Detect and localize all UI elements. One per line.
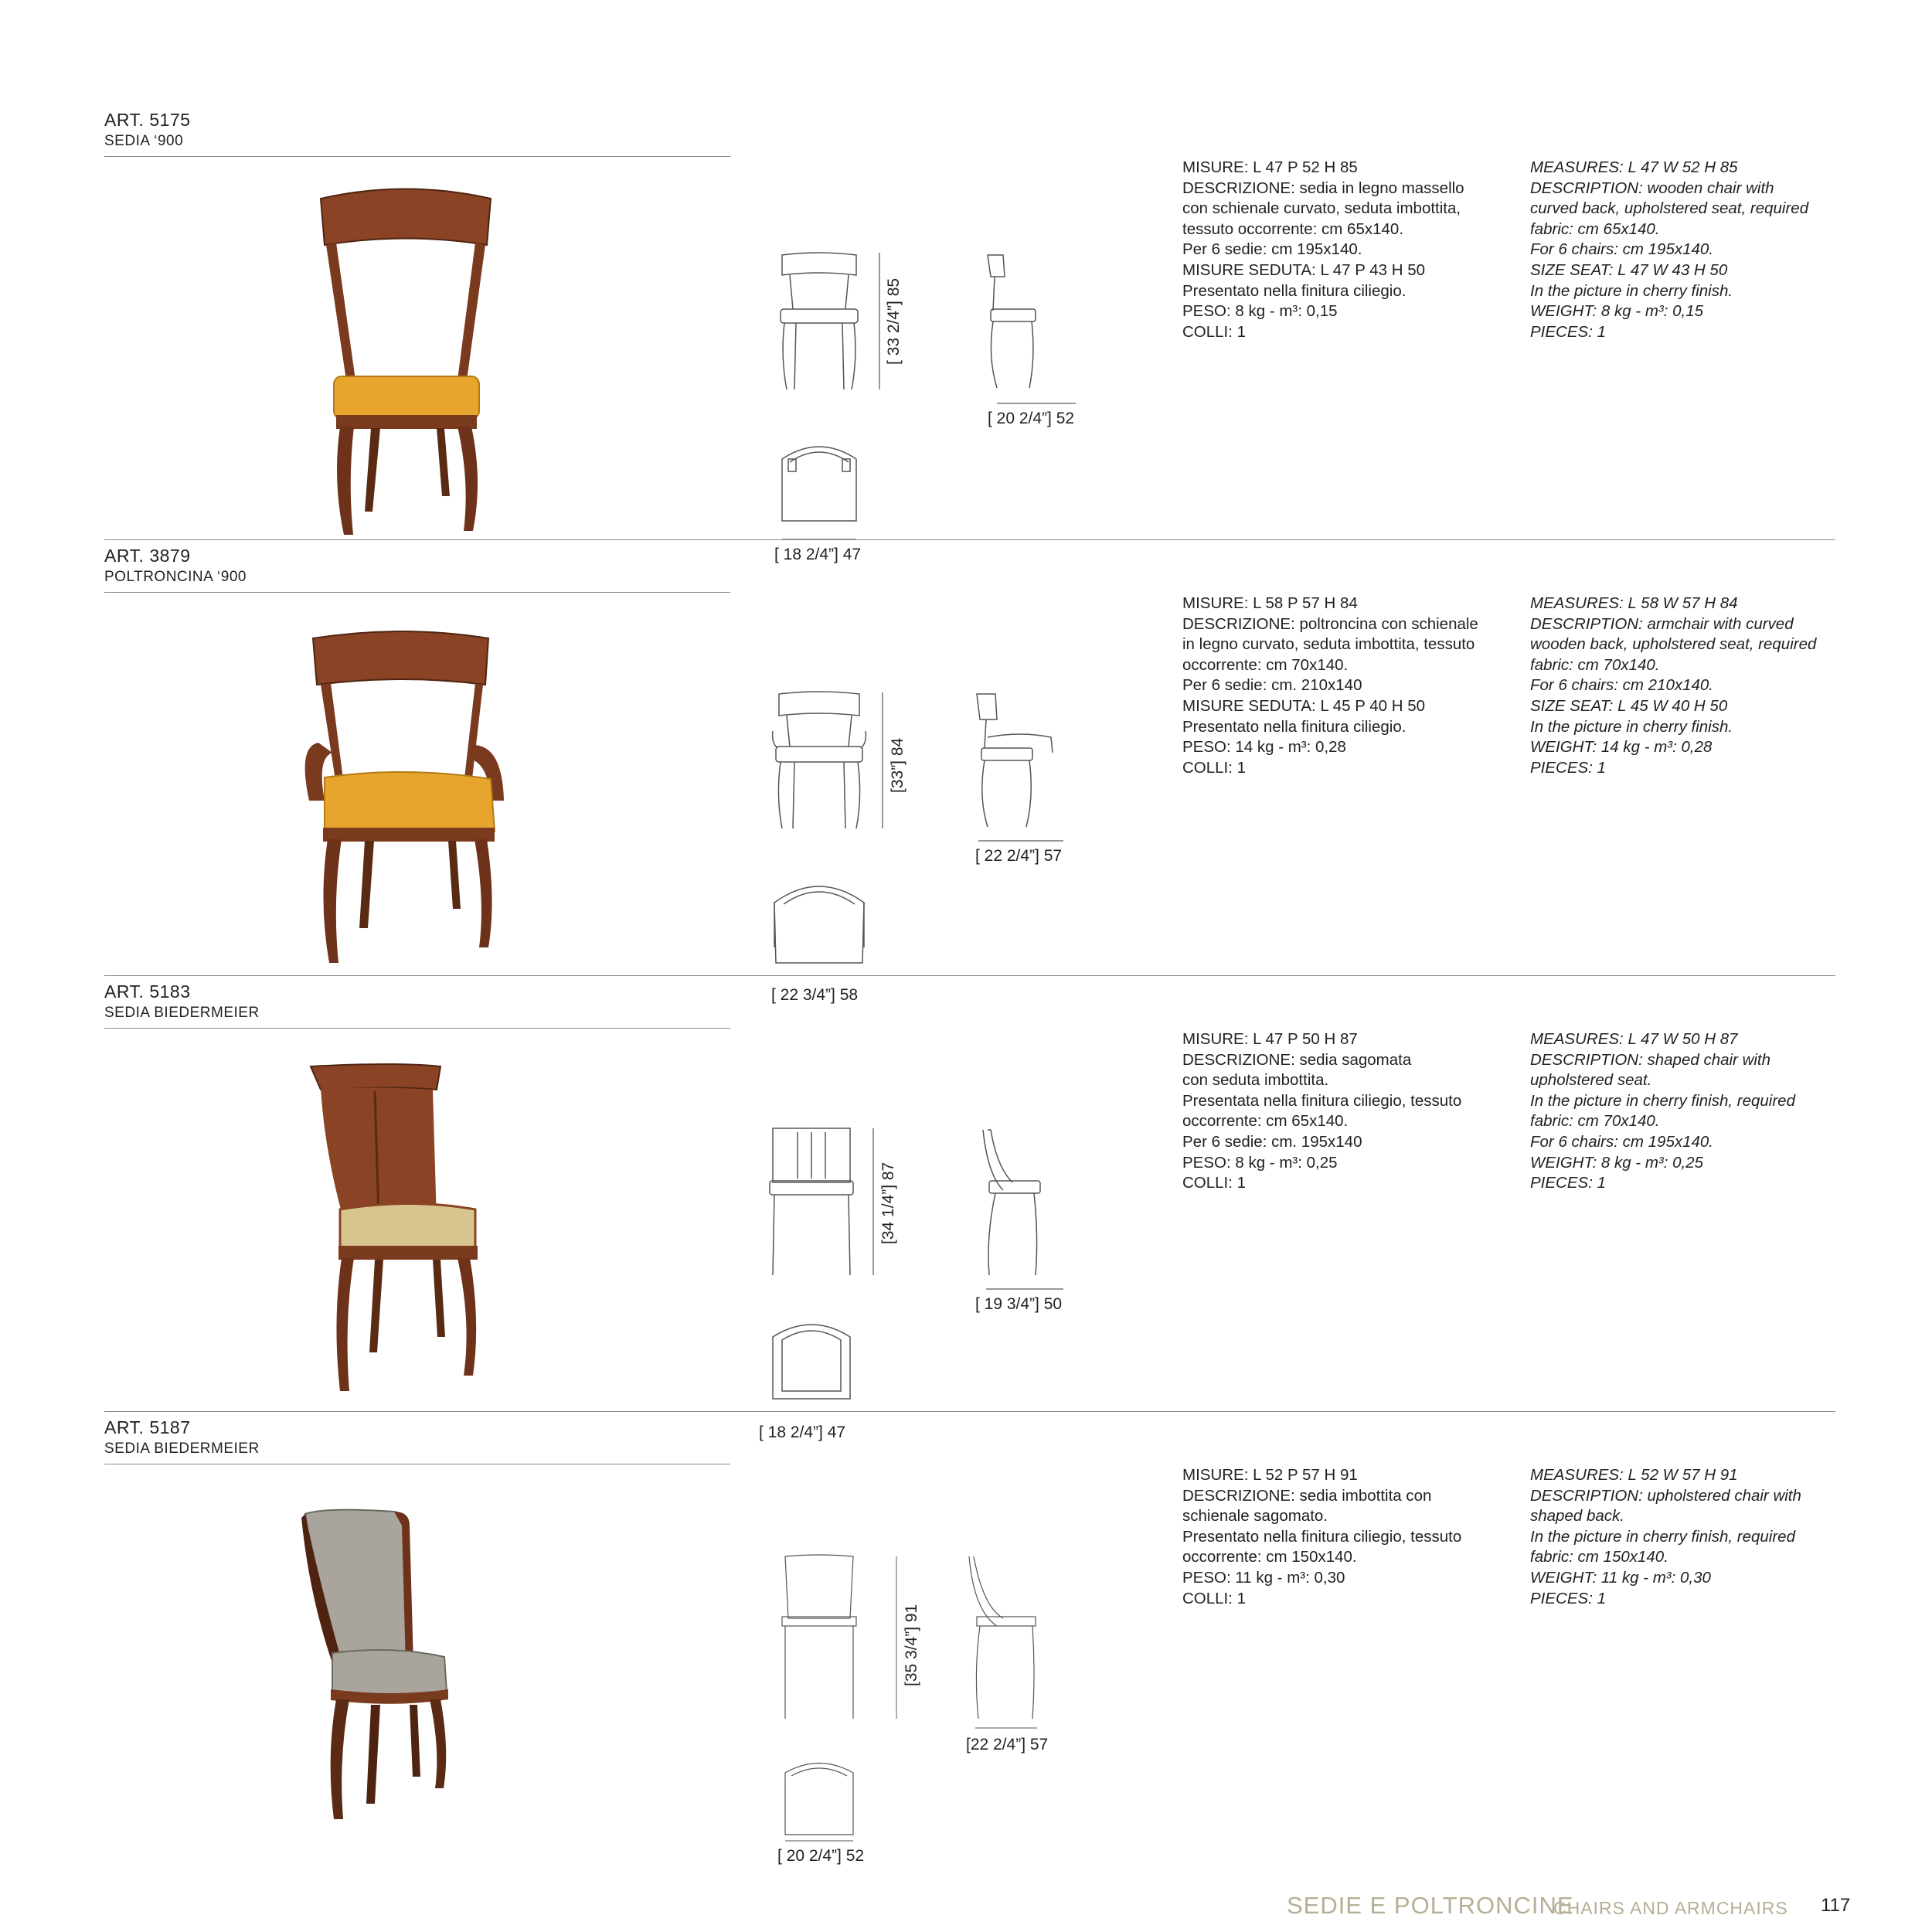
spec-line: DESCRIPTION: shaped chair with <box>1530 1050 1771 1069</box>
spec-line: DESCRIPTION: wooden chair with <box>1530 179 1774 197</box>
spec-line: For 6 chairs: cm 195x140. <box>1530 240 1713 259</box>
product-name: POLTRONCINA ‘900 <box>104 569 247 585</box>
technical-drawings <box>742 172 1128 563</box>
spec-line: SIZE SEAT: L 45 W 40 H 50 <box>1530 696 1728 715</box>
spec-line: con seduta imbottita. <box>1182 1071 1329 1090</box>
spec-line: fabric: cm 65x140. <box>1530 219 1660 238</box>
section-divider <box>104 539 1835 540</box>
spec-line: PIECES: 1 <box>1530 322 1606 341</box>
depth-dimension: [22 2/4”] 57 <box>966 1736 1049 1753</box>
height-dimension: [34 1/4”] 87 <box>879 1162 897 1244</box>
spec-line: PESO: 8 kg - m³: 0,15 <box>1182 302 1338 321</box>
spec-line: Per 6 sedie: cm. 195x140 <box>1182 1132 1362 1151</box>
header-rule <box>104 592 730 593</box>
spec-italian <box>1182 594 1507 778</box>
spec-italian <box>1182 158 1507 342</box>
chair-photo <box>278 172 533 543</box>
article-number: ART. 5175 <box>104 110 191 130</box>
spec-line: Per 6 sedie: cm 195x140. <box>1182 240 1362 259</box>
spec-line: tessuto occorrente: cm 65x140. <box>1182 219 1404 238</box>
chair-photo <box>278 1479 533 1850</box>
depth-dimension: [ 19 3/4”] 50 <box>975 1295 1063 1313</box>
depth-dimension: [ 20 2/4”] 52 <box>988 410 1075 427</box>
spec-english <box>1530 594 1862 778</box>
section-divider <box>104 975 1835 976</box>
spec-line: WEIGHT: 14 kg - m³: 0,28 <box>1530 738 1713 757</box>
spec-line: upholstered seat. <box>1530 1071 1652 1090</box>
spec-line: In the picture in cherry finish, required <box>1530 1091 1795 1110</box>
article-number: ART. 5183 <box>104 981 191 1002</box>
footer-title-english: CHAIRS AND ARMCHAIRS <box>1553 1898 1788 1918</box>
spec-line: MEASURES: L 47 W 52 H 85 <box>1530 158 1738 176</box>
chair-line-drawings <box>742 172 1128 543</box>
chair-photo <box>278 1043 533 1414</box>
spec-line: con schienale curvato, seduta imbottita, <box>1182 199 1461 218</box>
article-number: ART. 3879 <box>104 546 191 566</box>
width-dimension: [ 22 3/4”] 58 <box>771 986 859 1004</box>
spec-line: COLLI: 1 <box>1182 758 1247 777</box>
chair-line-drawings <box>742 1043 1128 1414</box>
spec-line: DESCRIZIONE: sedia in legno massello <box>1182 179 1464 197</box>
spec-line: DESCRIPTION: armchair with curved <box>1530 614 1794 633</box>
spec-line: Presentato nella finitura ciliegio. <box>1182 717 1406 736</box>
product-name: SEDIA ‘900 <box>104 133 184 149</box>
spec-line: WEIGHT: 11 kg - m³: 0,30 <box>1530 1568 1711 1587</box>
spec-line: COLLI: 1 <box>1182 1174 1247 1192</box>
spec-line: PIECES: 1 <box>1530 758 1606 777</box>
spec-line: PIECES: 1 <box>1530 1174 1606 1192</box>
height-dimension: [ 33 2/4”] 85 <box>885 277 903 365</box>
spec-line: MISURE: L 58 P 57 H 84 <box>1182 594 1358 612</box>
height-dimension: [33”] 84 <box>889 737 906 793</box>
spec-line: COLLI: 1 <box>1182 322 1247 341</box>
spec-line: PESO: 11 kg - m³: 0,30 <box>1182 1568 1345 1587</box>
product-art-5187 <box>0 1417 1932 1865</box>
chair-line-drawings <box>742 607 1128 978</box>
spec-line: schienale sagomato. <box>1182 1507 1328 1526</box>
spec-line: DESCRIZIONE: sedia imbottita con <box>1182 1486 1432 1505</box>
technical-drawings <box>742 1043 1128 1441</box>
spec-line: fabric: cm 70x140. <box>1530 1112 1660 1131</box>
spec-line: SIZE SEAT: L 47 W 43 H 50 <box>1530 260 1728 279</box>
spec-line: shaped back. <box>1530 1507 1624 1526</box>
width-dimension: [ 18 2/4”] 47 <box>774 546 862 563</box>
spec-line: fabric: cm 150x140. <box>1530 1548 1668 1566</box>
spec-line: In the picture in cherry finish. <box>1530 717 1733 736</box>
spec-line: in legno curvato, seduta imbottita, tessuto <box>1182 635 1475 654</box>
page-number: 117 <box>1821 1895 1851 1916</box>
spec-line: COLLI: 1 <box>1182 1589 1247 1607</box>
spec-line: MISURE: L 52 P 57 H 91 <box>1182 1466 1358 1484</box>
spec-italian <box>1182 1465 1507 1609</box>
spec-line: WEIGHT: 8 kg - m³: 0,15 <box>1530 302 1704 321</box>
article-number: ART. 5187 <box>104 1417 191 1437</box>
technical-drawings <box>742 1479 1128 1865</box>
spec-line: In the picture in cherry finish. <box>1530 281 1733 300</box>
header-rule <box>104 1028 730 1029</box>
chair-photo <box>278 607 533 978</box>
spec-italian <box>1182 1029 1507 1194</box>
spec-line: DESCRIZIONE: poltroncina con schienale <box>1182 614 1478 633</box>
section-divider <box>104 1411 1835 1412</box>
spec-line: MEASURES: L 58 W 57 H 84 <box>1530 594 1738 612</box>
spec-line: PESO: 14 kg - m³: 0,28 <box>1182 738 1346 757</box>
spec-line: PIECES: 1 <box>1530 1589 1606 1607</box>
width-dimension: [ 20 2/4”] 52 <box>777 1847 865 1865</box>
footer-title-italian: SEDIE E POLTRONCINE <box>1287 1892 1574 1919</box>
spec-line: fabric: cm 70x140. <box>1530 655 1660 674</box>
spec-line: MEASURES: L 47 W 50 H 87 <box>1530 1030 1738 1048</box>
spec-line: MISURE SEDUTA: L 45 P 40 H 50 <box>1182 696 1426 715</box>
spec-line: WEIGHT: 8 kg - m³: 0,25 <box>1530 1153 1704 1172</box>
spec-line: occorrente: cm 65x140. <box>1182 1112 1349 1131</box>
width-dimension: [ 18 2/4”] 47 <box>759 1423 846 1441</box>
chair-line-drawings <box>742 1479 1128 1850</box>
spec-line: Presentato nella finitura ciliegio. <box>1182 281 1406 300</box>
spec-line: Presentato nella finitura ciliegio, tessuto <box>1182 1527 1462 1546</box>
spec-line: PESO: 8 kg - m³: 0,25 <box>1182 1153 1338 1172</box>
spec-line: occorrente: cm 70x140. <box>1182 655 1349 674</box>
product-name: SEDIA BIEDERMEIER <box>104 1005 260 1021</box>
spec-line: For 6 chairs: cm 195x140. <box>1530 1132 1713 1151</box>
spec-line: For 6 chairs: cm 210x140. <box>1530 676 1713 695</box>
spec-line: curved back, upholstered seat, required <box>1530 199 1809 218</box>
spec-line: MEASURES: L 52 W 57 H 91 <box>1530 1466 1738 1484</box>
spec-english <box>1530 1029 1862 1194</box>
spec-line: MISURE SEDUTA: L 47 P 43 H 50 <box>1182 260 1426 279</box>
spec-line: MISURE: L 47 P 52 H 85 <box>1182 158 1358 176</box>
header-rule <box>104 156 730 157</box>
product-name: SEDIA BIEDERMEIER <box>104 1440 260 1457</box>
spec-line: occorrente: cm 150x140. <box>1182 1548 1357 1566</box>
technical-drawings <box>742 607 1128 1004</box>
spec-line: Presentata nella finitura ciliegio, tessuto <box>1182 1091 1462 1110</box>
spec-line: In the picture in cherry finish, required <box>1530 1527 1795 1546</box>
spec-line: DESCRIZIONE: sedia sagomata <box>1182 1050 1412 1069</box>
spec-english <box>1530 1465 1862 1609</box>
spec-line: Per 6 sedie: cm. 210x140 <box>1182 676 1362 695</box>
depth-dimension: [ 22 2/4”] 57 <box>975 847 1063 865</box>
spec-line: DESCRIPTION: upholstered chair with <box>1530 1486 1801 1505</box>
height-dimension: [35 3/4”] 91 <box>903 1604 920 1686</box>
spec-line: wooden back, upholstered seat, required <box>1530 635 1817 654</box>
spec-english <box>1530 158 1862 342</box>
spec-line: MISURE: L 47 P 50 H 87 <box>1182 1030 1358 1048</box>
